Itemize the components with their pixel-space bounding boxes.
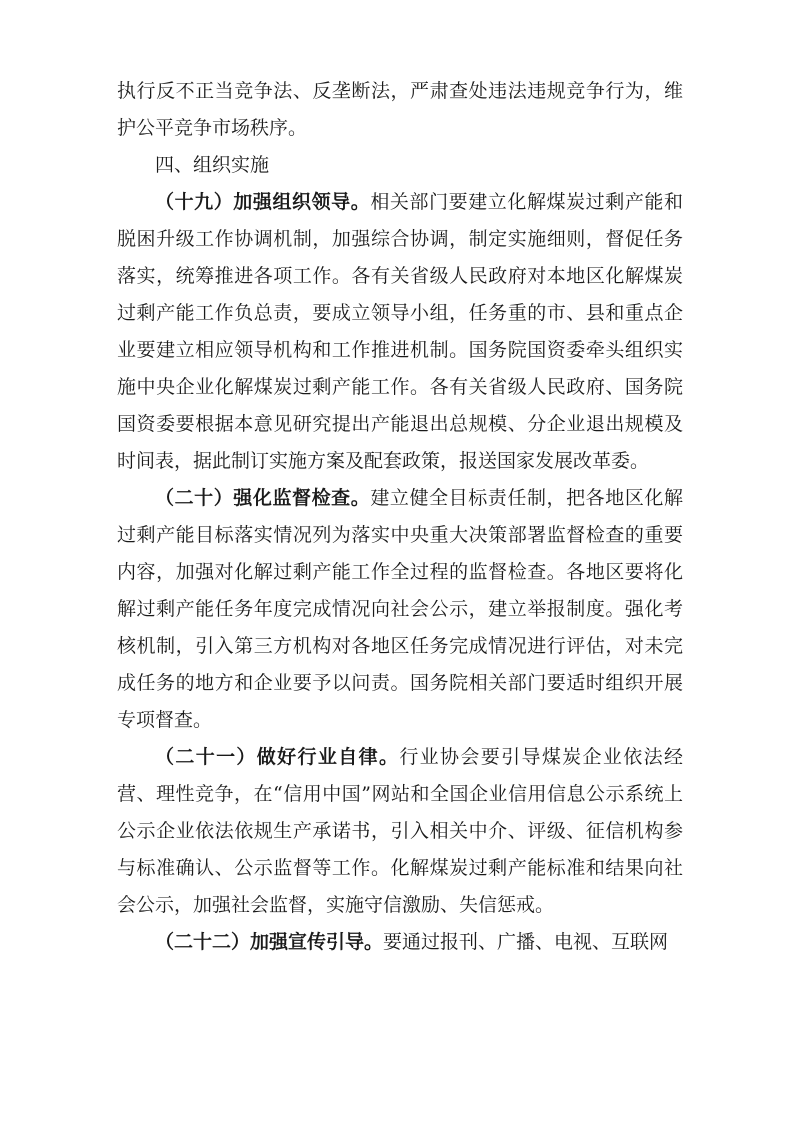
item-lead-22: （二十二）加强宣传引导。 bbox=[155, 931, 384, 953]
continuation-paragraph: 执行反不正当竞争法、反垄断法，严肃查处违法违规竞争行为，维护公平竞争市场秩序。 bbox=[117, 80, 683, 139]
item-body-22: 要通过报刊、广播、电视、互联网 bbox=[383, 931, 669, 953]
item-lead-20: （二十）强化监督检查。 bbox=[155, 487, 371, 509]
item-body-20: 建立健全目标责任制，把各地区化解过剩产能目标落实情况列为落实中央重大决策部署监督检查的重要内容，加强对化解过剩产能工作全过程的监督检查。各地区要将化解过剩产能任务年度完成情况向社会公示，建立举报制度。强化考核机制，引入第三方机构对各地区任务完成情况进行评估，对未完成任务的地方和企业要予以问责。国务院相关部门要适时组织开展专项督查。 bbox=[117, 487, 683, 731]
item-body-21: 行业协会要引导煤炭企业依法经营、理性竞争，在“信用中国”网站和全国企业信用信息公示系统上公示企业依法依规生产承诺书，引入相关中介、评级、征信机构参与标准确认、公示监督等工作。化解煤炭过剩产能标准和结果向社会公示，加强社会监督，实施守信激励、失信惩戒。 bbox=[117, 746, 683, 916]
item-lead-21: （二十一）做好行业自律。 bbox=[155, 746, 400, 768]
item-paragraph-22 bbox=[117, 924, 683, 961]
item-body-19: 相关部门要建立化解煤炭过剩产能和脱困升级工作协调机制，加强综合协调，制定实施细则，督促任务落实，统筹推进各项工作。各有关省级人民政府对本地区化解煤炭过剩产能工作负总责，要成立领导小组，任务重的市、县和重点企业要建立相应领导机构和工作推进机制。国务院国资委牵头组织实施中央企业化解煤炭过剩产能工作。各有关省级人民政府、国务院国资委要根据本意见研究提出产能退出总规模、分企业退出规模及时间表，据此制订实施方案及配套政策，报送国家发展改革委。 bbox=[117, 191, 683, 472]
item-paragraph-19 bbox=[117, 184, 683, 480]
item-paragraph-21 bbox=[117, 739, 683, 924]
section-heading: 四、组织实施 bbox=[155, 154, 270, 176]
document-body bbox=[117, 73, 683, 961]
item-paragraph-20 bbox=[117, 480, 683, 739]
item-lead-19: （十九）加强组织领导。 bbox=[155, 191, 371, 213]
